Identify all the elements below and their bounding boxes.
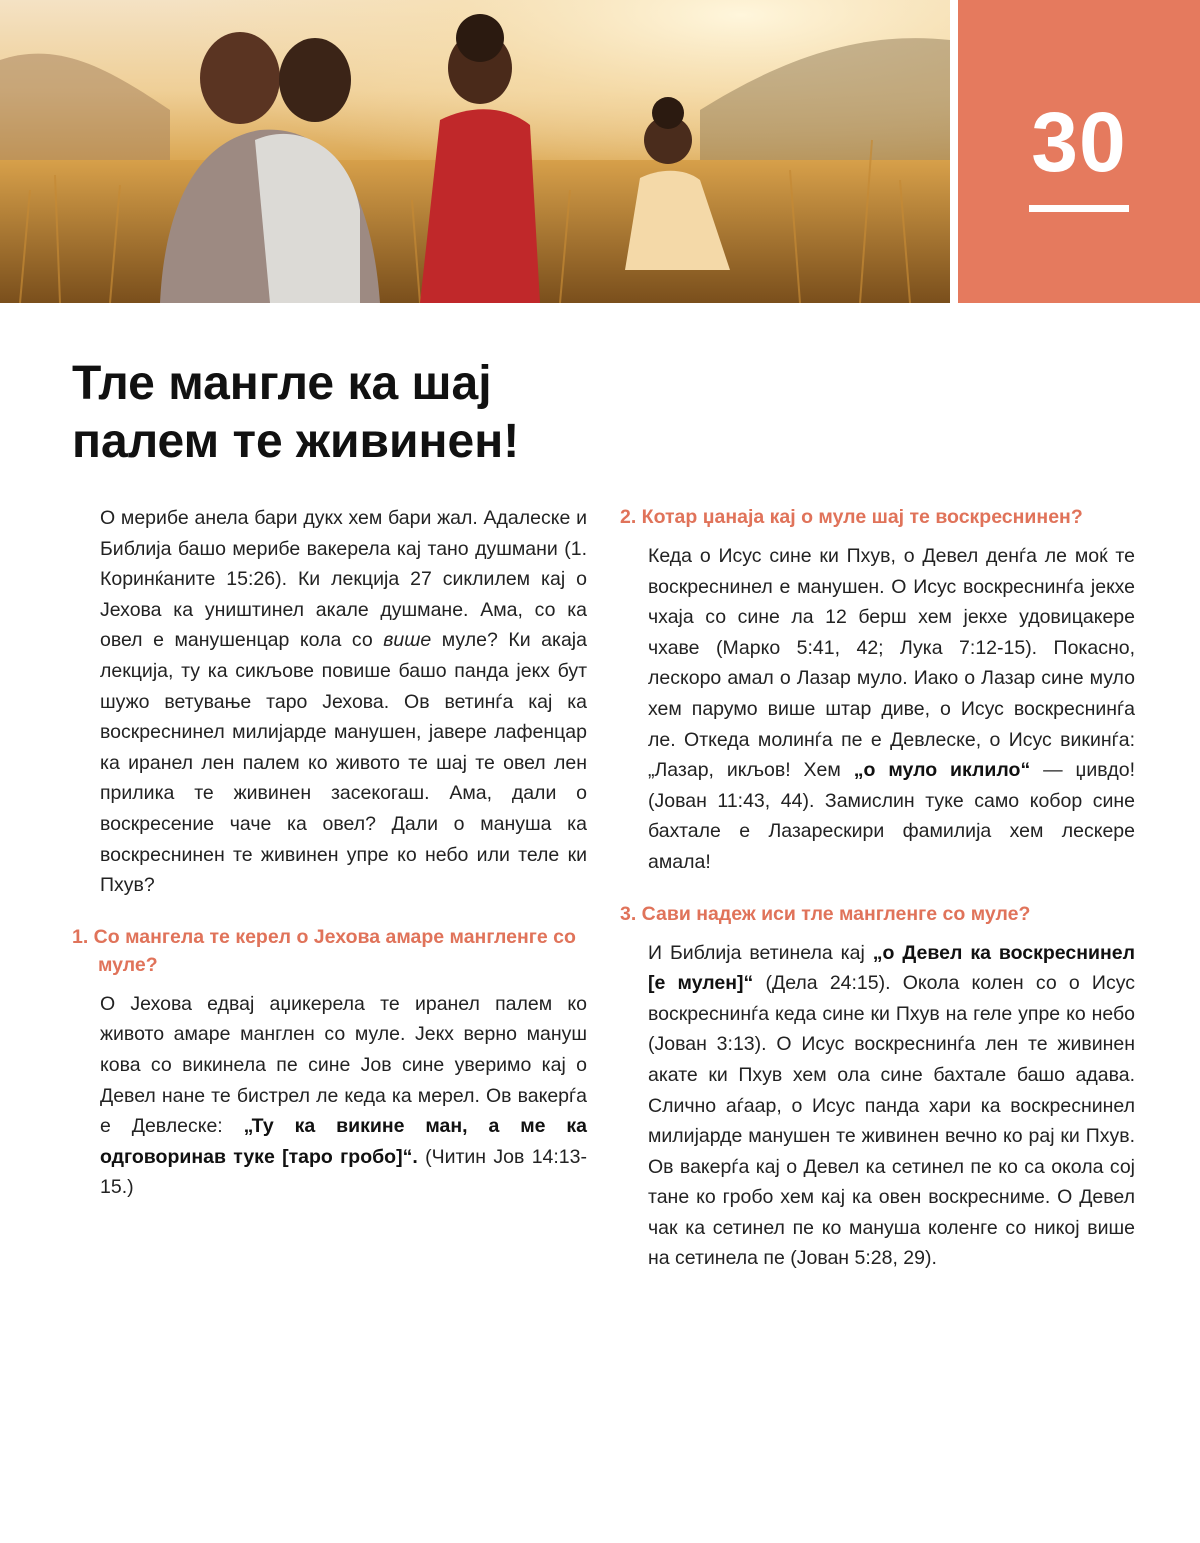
section-1-paragraph: О Јехова едвај аџикерела те иранел палем ко живото амаре манглен со муле. Јекх верно мануш кова со викинела пе сине Јов сине уверимо кај о Девел нане те бистрел ле кеда ка мерел. Ов вакерѓа е Девлеске: „Ту ка викине ман, а ме ка одговоринав туке [таро гробо]“. (Читин Јов 14:13-15.) (100, 992, 588, 1199)
hero-photo-family-in-meadow (0, 0, 950, 303)
page-title-line-2: палем те живинен! (72, 415, 520, 468)
section-1-quote: „Ту ка викине ман, а ме ка одговоринав туке [таро гробо]“. (100, 1115, 588, 1168)
intro-emphasis: више (383, 629, 432, 652)
lesson-number-box (958, 0, 1200, 303)
lesson-number-underline (1029, 205, 1129, 212)
section-2-paragraph: Кеда о Исус сине ки Пхув, о Девел денѓа ле моќ те воскреснинел е манушен. О Исус воскреснинѓа јекхе чхаја со сине ла 12 берш хем јекхе удовицакере чхаве (Марко 5:41, 42; Лука 7:12-15). Покасно, лескоро амал о Лазар муло. Иако о Лазар сине муло хем парумо више штар диве, о Исус воскреснинѓа ле. Откеда молинѓа пе е Девлеске, о Исус викинѓа: „Лазар, икљов! Хем „о муло иклило“ — џивдо! (Јован 11:43, 44). Замислин туке само кобор сине бахтале е Лазарескири фамилија хем лескере амала! (648, 545, 1135, 873)
right-column (620, 503, 1135, 1274)
page-title-line-1: Тле мангле ка шај (72, 357, 492, 410)
left-column (72, 503, 587, 1203)
intro-paragraph: О мерибе анела бари дукх хем бари жал. Адалеске и Библија башо мерибе вакерела кај тано душмани (1. Коринќаните 15:26). Ки лекција 27 сиклилем кај о Јехова ка уништинел акале душмане. Ама, со ка овел е манушенцар кола со више муле? Ки акаја лекција, ту ка сикљове повише башо панда јекх бут шужо ветување таро Јехова. Ов ветинѓа кај ка воскреснинел милијарде манушен, јавере лафенцар ка иранел лен палем ко живото те шај те овел лен прилика те живинен засекогаш. Ама, дали о воскресение чаче ка овел? Дали о мануша ка воскреснинен те живинен упре ко небо или теле ки Пхув? (100, 507, 587, 897)
section-2-quote: „о муло иклило“ (853, 759, 1031, 782)
meadow-illustration (0, 0, 950, 303)
section-3-quote: „о Девел ка воскреснинел [е мулен]“ (648, 941, 1135, 995)
section-2-heading: 2. Котар џанаја кај о муле шај те воскреснинен? (620, 506, 1083, 528)
page-title (72, 355, 932, 471)
section-1-heading: 1. Со мангела те керел о Јехова амаре мангленге со муле? (72, 925, 576, 976)
lesson-number: 30 (1031, 95, 1127, 189)
section-3-paragraph: И Библија ветинела кај „о Девел ка воскреснинел [е мулен]“ (Дела 24:15). Окола колен со о Исус воскреснинѓа кеда сине ки Пхув на геле упре ко небо (Јован 3:13). О Исус воскреснинѓа лен те живинен акате ки Пхув хем ола сине бахтале башо адава. Слично аѓаар, о Исус панда хари ка воскреснинел милијарде манушен те живинен вечно ко рај ки Пхув. Ов вакерѓа кај о Девел ка сетинел пе ко са окола сој тане ко гробо хем кај ка овен воскреснимe. О Девел чак ка сетинел пе ко мануша коленге со никој више на сетинела пе (Јован 5:28, 29). (648, 941, 1135, 1270)
section-3-heading: 3. Сави надеж иси тле мангленге со муле? (620, 902, 1031, 925)
